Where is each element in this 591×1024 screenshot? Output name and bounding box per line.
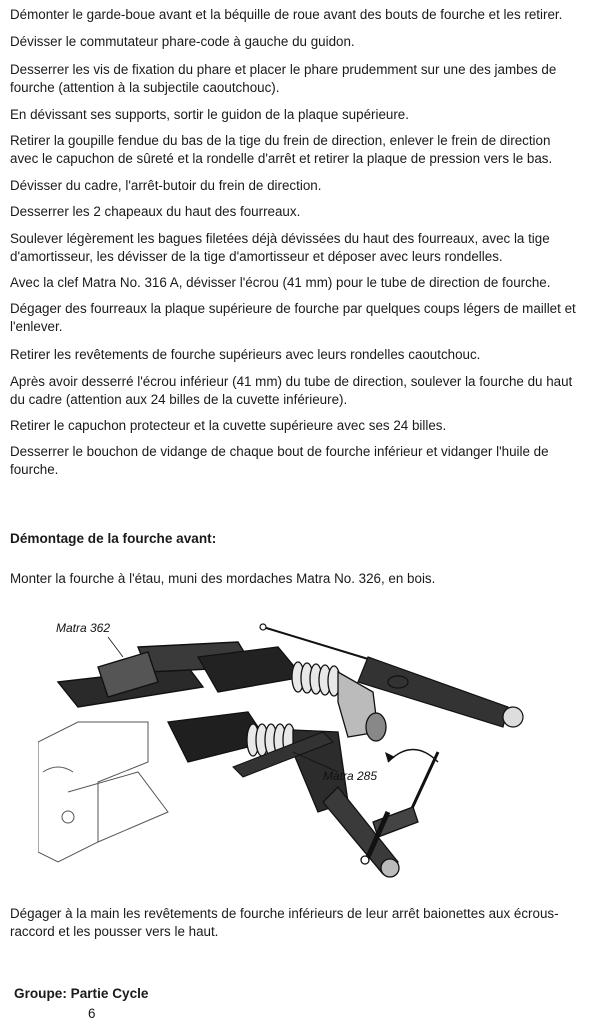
section-heading: Démontage de la fourche avant: [10, 531, 217, 546]
instruction-paragraph: Dévisser le commutateur phare-code à gauche du guidon. [10, 34, 355, 49]
instruction-paragraph: Desserrer les 2 chapeaux du haut des fourreaux. [10, 204, 301, 219]
instruction-paragraph: Retirer les revêtements de fourche supérieurs avec leurs rondelles caoutchouc. [10, 347, 481, 362]
instruction-paragraph: Desserrer les vis de fixation du phare et placer le phare prudemment sur une des jambes de fourche (attention à la subjectile caoutchouc). [10, 62, 557, 95]
instruction-paragraph: Retirer la goupille fendue du bas de la tige du frein de direction, enlever le frein de direction avec le capuchon de sûreté et la rondelle d'arrêt et retirer la plaque de pression vers le bas. [10, 133, 553, 166]
fork-disassembly-illustration [38, 612, 538, 902]
group-label: Groupe: Partie Cycle [14, 986, 149, 1001]
instruction-paragraph: Dégager des fourreaux la plaque supérieure de fourche par quelques coups légers de maillet et l'enlever. [10, 301, 576, 334]
instruction-paragraph: En dévissant ses supports, sortir le guidon de la plaque supérieure. [10, 107, 409, 122]
instruction-paragraph: Démonter le garde-boue avant et la béquille de roue avant des bouts de fourche et les retirer. [10, 7, 563, 22]
instruction-paragraph: Retirer le capuchon protecteur et la cuvette supérieure avec ses 24 billes. [10, 418, 447, 433]
instruction-paragraph: Après avoir desserré l'écrou inférieur (41 mm) du tube de direction, soulever la fourche du haut du cadre (attention aux 24 billes de la cuvette inférieure). [10, 374, 573, 407]
instruction-paragraph: Avec la clef Matra No. 316 A, dévisser l'écrou (41 mm) pour le tube de direction de fourche. [10, 275, 551, 290]
instruction-paragraph: Soulever légèrement les bagues filetées déjà dévissées du haut des fourreaux, avec la tige d'amortisseur, les dévisser de la tige d'amortisseur et déposer avec leurs rondelles. [10, 231, 550, 264]
instruction-paragraph: Dévisser du cadre, l'arrêt-butoir du frein de direction. [10, 178, 322, 193]
after-figure-paragraph: Dégager à la main les revêtements de fourche inférieurs de leur arrêt baionettes aux écrous-raccord et les pousser vers le haut. [10, 906, 559, 939]
label-matra-362: Matra 362 [56, 621, 111, 635]
label-matra-285: Matra 285 [323, 769, 378, 783]
section-intro: Monter la fourche à l'étau, muni des mordaches Matra No. 326, en bois. [10, 571, 436, 586]
page-number: 6 [88, 1006, 96, 1021]
instruction-paragraph: Desserrer le bouchon de vidange de chaque bout de fourche inférieur et vidanger l'huile de fourche. [10, 444, 549, 477]
vice-outline [38, 722, 168, 862]
